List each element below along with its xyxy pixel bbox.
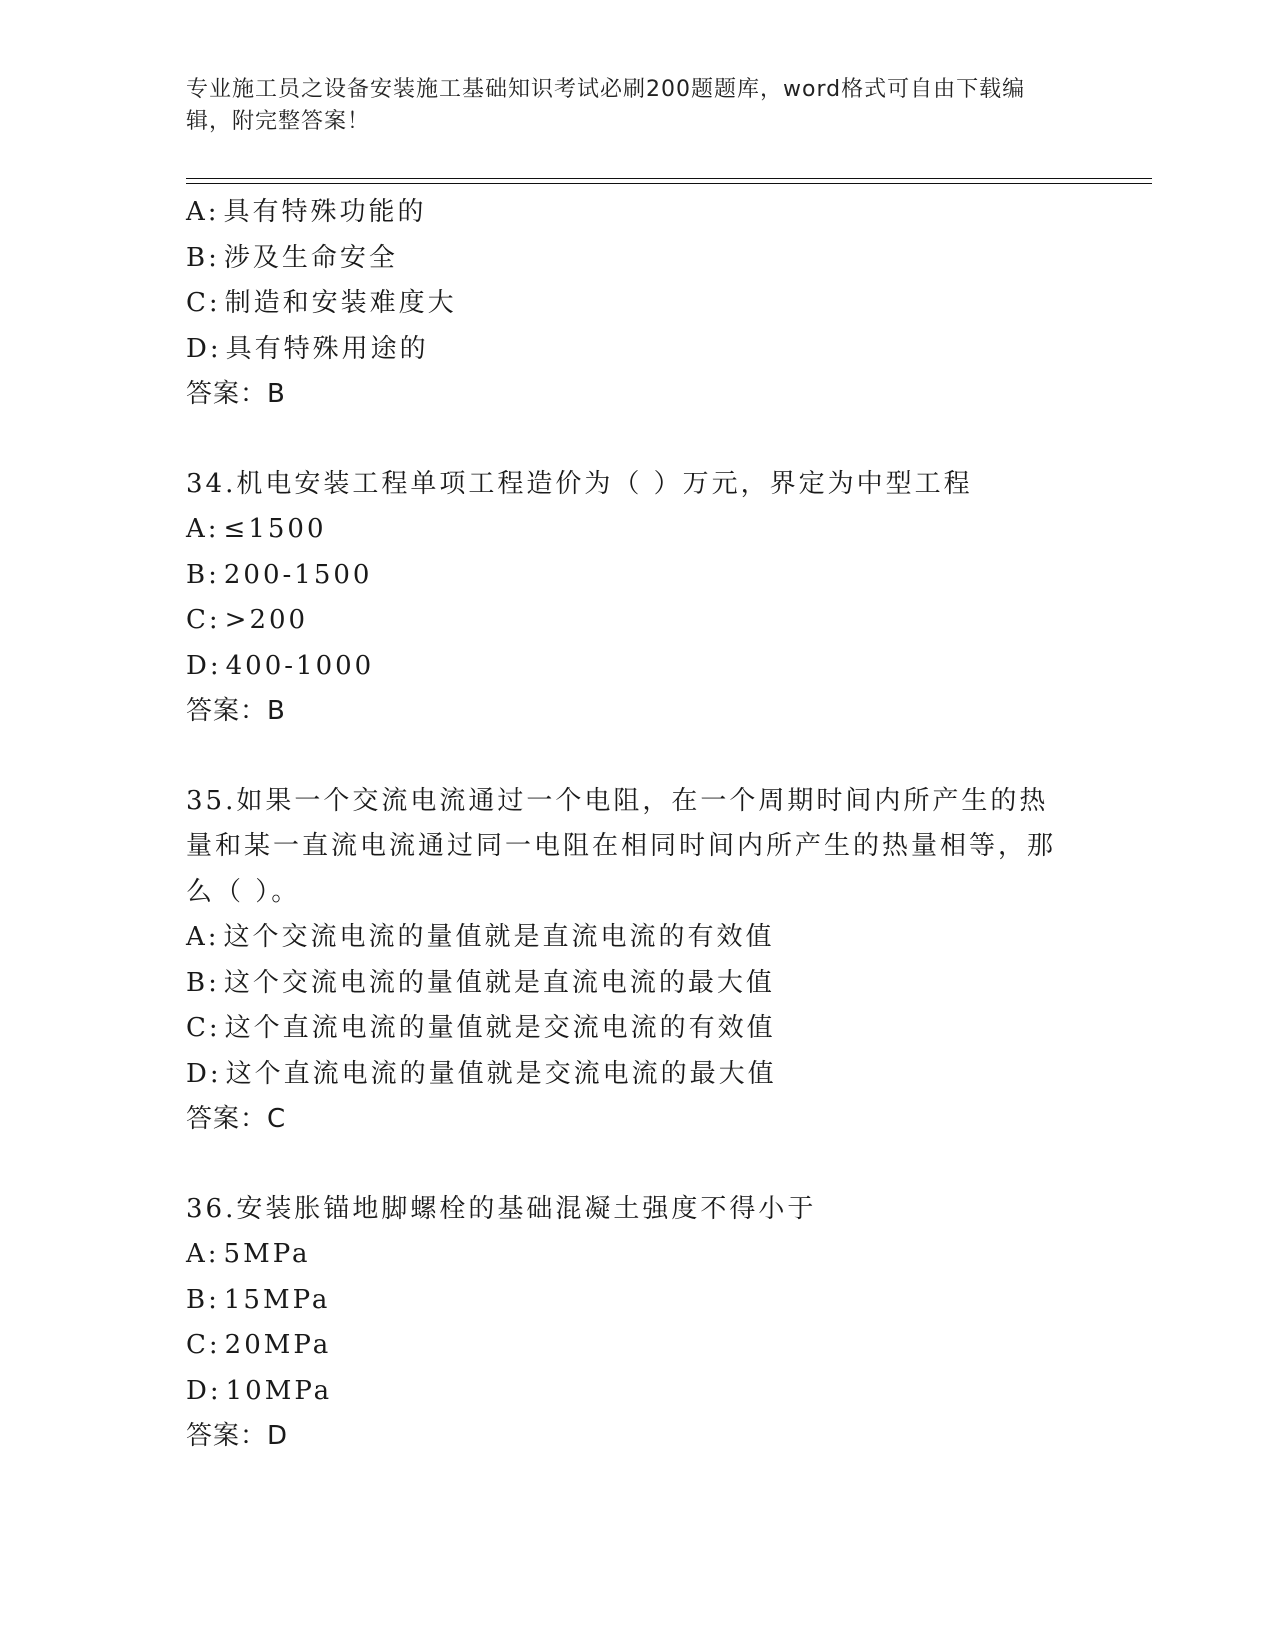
option-d: D: 10MPa [186, 1375, 333, 1406]
answer: 答案：B [186, 696, 286, 726]
option-b: B: 这个交流电流的量值就是直流电流的最大值 [186, 967, 775, 998]
header-rule-top [186, 178, 1152, 179]
option-b: B: 涉及生命安全 [186, 242, 398, 273]
option-c: C: 20MPa [186, 1330, 332, 1360]
document-header: 专业施工员之设备安装施工基础知识考试必刷200题题库，word格式可自由下载编辑，附完整答案！ [186, 77, 1026, 134]
question-stem: 34.机电安装工程单项工程造价为（ ）万元，界定为中型工程 [186, 468, 973, 499]
option-b: B: 15MPa [186, 1284, 331, 1315]
option-b: B: 200-1500 [186, 559, 373, 590]
header-rule-bottom [186, 183, 1152, 184]
option-a: A: 具有特殊功能的 [186, 197, 427, 227]
answer: 答案：D [186, 1421, 289, 1451]
question-list [186, 190, 1086, 1460]
answer: 答案：C [186, 1104, 287, 1134]
option-d: D: 400-1000 [186, 650, 375, 681]
question-stem: 36.安装胀锚地脚螺栓的基础混凝土强度不得小于 [186, 1193, 817, 1224]
question-34 [186, 462, 1086, 735]
question-36 [186, 1187, 1086, 1460]
question-35 [186, 779, 1086, 1143]
question-33-continued [186, 190, 1086, 418]
option-a: A: 这个交流电流的量值就是直流电流的有效值 [186, 922, 775, 952]
answer: 答案：B [186, 379, 286, 409]
option-c: C: 制造和安装难度大 [186, 288, 457, 318]
option-d: D: 具有特殊用途的 [186, 333, 429, 364]
option-c: C: >200 [186, 605, 309, 635]
option-c: C: 这个直流电流的量值就是交流电流的有效值 [186, 1013, 776, 1043]
question-stem: 35.如果一个交流电流通过一个电阻，在一个周期时间内所产生的热量和某一直流电流通过同一电阻在相同时间内所产生的热量相等，那么（ ）。 [186, 785, 1057, 907]
option-a: A: 5MPa [186, 1239, 311, 1269]
option-a: A: ≤1500 [186, 514, 327, 544]
option-d: D: 这个直流电流的量值就是交流电流的最大值 [186, 1058, 777, 1089]
